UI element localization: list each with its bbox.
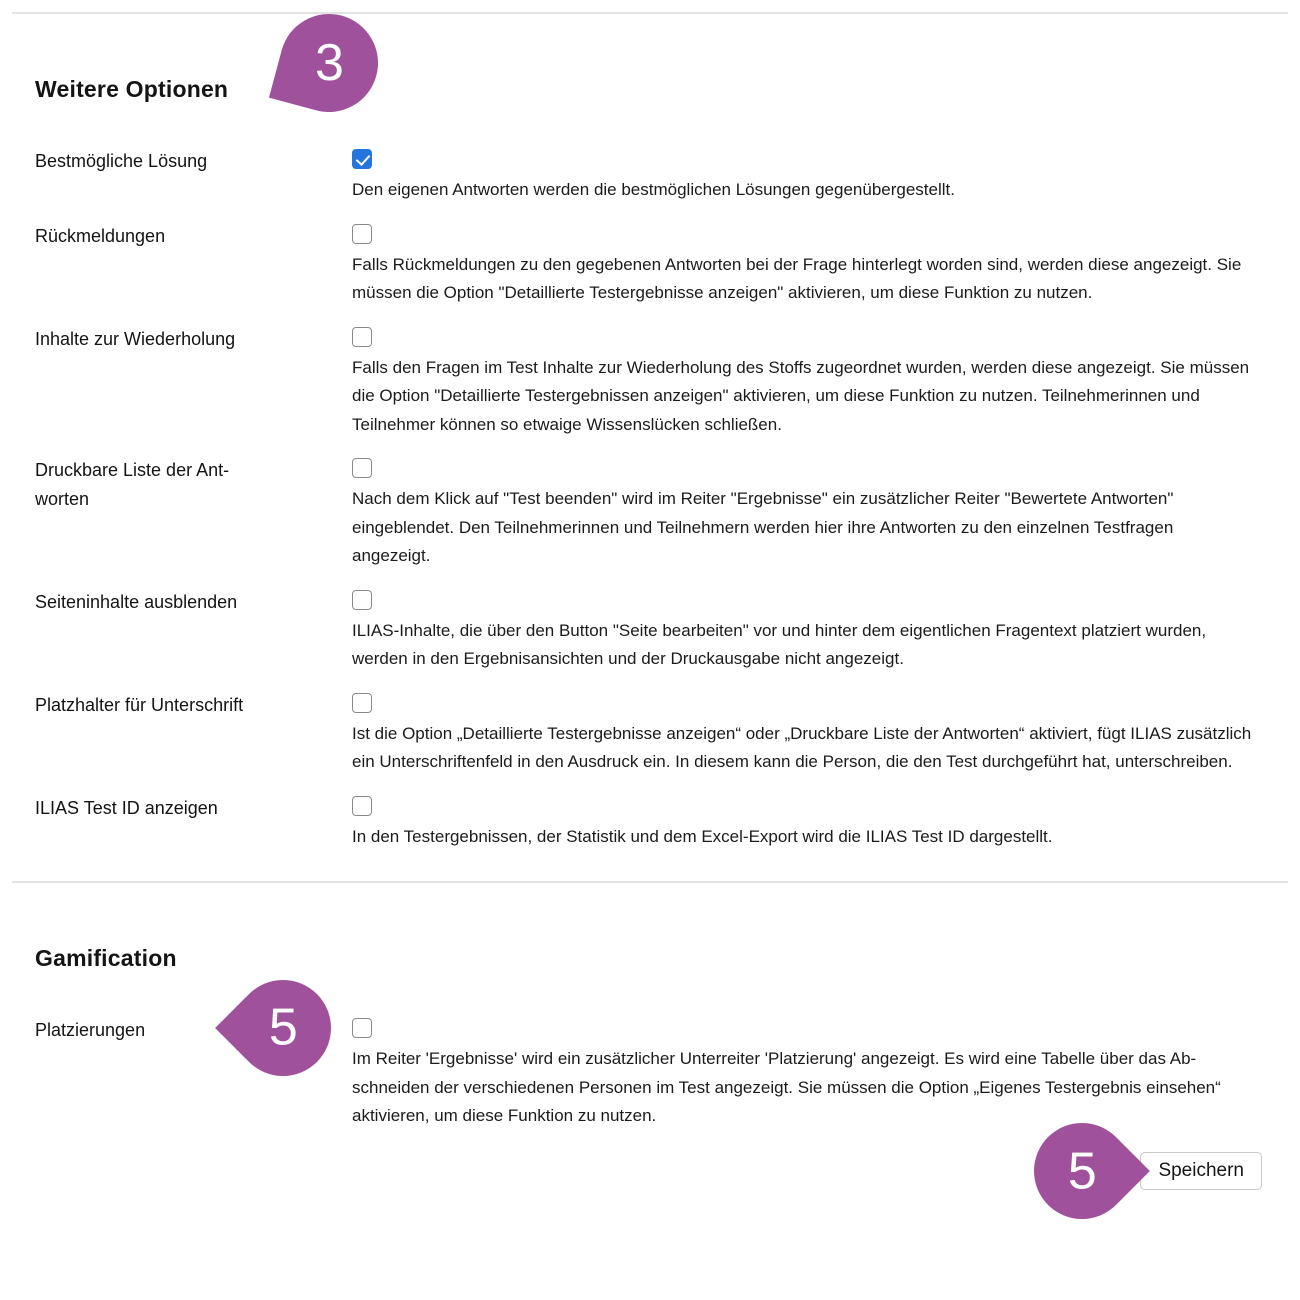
section-title-weitere-optionen: Weitere Optionen: [35, 76, 229, 102]
checkbox-rueckmeldungen[interactable]: [352, 224, 372, 244]
field-row-platzierungen: [35, 999, 1262, 1131]
checkbox-seiteninhalte-ausblenden[interactable]: [352, 590, 372, 610]
checkbox-bestmoegliche-loesung[interactable]: [352, 149, 372, 169]
save-row: [35, 1141, 1262, 1200]
field-label: Rückmeldungen: [35, 225, 166, 246]
checkbox-platzhalter-unterschrift[interactable]: [352, 693, 372, 713]
field-row-bestmoegliche-loesung: [35, 147, 1262, 205]
field-label: Platzierungen: [35, 1020, 146, 1040]
field-description: Falls Rückmeldungen zu den gegebenen Antworten bei der Frage hinterlegt worden sind, werden diese angezeigt. Sie müssen die Option "Detaillierte Testergebnisse anzeigen" aktivieren, um diese Funktion zu nutzen.: [352, 254, 1242, 302]
field-label: Druckbare Liste der Antworten: [35, 460, 230, 509]
field-description: ILIAS-Inhalte, die über den Button "Seite bearbeiten" vor und hinter dem eigentlichen Fragentext platziert wurden, werden in den Ergebnisansichten und der Druckausgabe nicht angezeigt.: [352, 620, 1207, 668]
checkbox-druckbare-liste[interactable]: [352, 458, 372, 478]
section-title-gamification: Gamification: [35, 945, 177, 971]
save-button[interactable]: Speichern: [1140, 1152, 1262, 1190]
field-row-ilias-test-id: [35, 794, 1262, 852]
field-label: ILIAS Test ID anzeigen: [35, 797, 218, 818]
field-description: Im Reiter 'Ergebnisse' wird ein zusätzlicher Unterreiter 'Platzierung' angezeigt. Es wird eine Tabelle über das Abschneiden der verschiedenen Personen im Test angezeigt. Sie müssen die Option „Eigenes Testergebnis einsehen“ aktivieren, um diese Funktion zu nutzen.: [352, 1049, 1221, 1125]
annotation-number: 5: [1067, 1141, 1097, 1200]
annotation-marker-3: [269, 3, 389, 123]
field-label: Inhalte zur Wiederholung: [35, 328, 236, 349]
field-description: Falls den Fragen im Test Inhalte zur Wiederholung des Stoffs zugeordnet wurden, werden diese angezeigt. Sie müssen die Option "Detaillierte Testergebnissen anzeigen" aktivieren, um diese Funktion zu nutzen. Teilnehmerinnen und Teilnehmer können so etwaige Wissenslücken schließen.: [352, 357, 1250, 434]
section-divider: [12, 881, 1288, 883]
field-label: Seiteninhalte ausblenden: [35, 591, 238, 612]
field-description: Den eigenen Antworten werden die bestmöglichen Lösungen gegenübergestellt.: [352, 180, 955, 199]
section-divider: [12, 12, 1288, 14]
checkbox-inhalte-zur-wiederholung[interactable]: [352, 327, 372, 347]
field-row-platzhalter-unterschrift: [35, 691, 1262, 777]
checkbox-platzierungen[interactable]: [352, 1018, 372, 1038]
field-row-rueckmeldungen: [35, 222, 1262, 308]
field-row-druckbare-liste: [35, 456, 1262, 571]
field-label: Platzhalter für Unterschrift: [35, 694, 244, 715]
field-row-inhalte-zur-wiederholung: [35, 325, 1262, 440]
annotation-number: 3: [314, 33, 344, 92]
field-description: Ist die Option „Detaillierte Testergebnisse anzeigen“ oder „Druckbare Liste der Antworten“ aktiviert, fügt ILIAS zusätzlich ein Unterschriftenfeld in den Ausdruck ein. In diesem kann die Person, die den Test durchgeführt hat, unterschreiben.: [352, 723, 1252, 771]
field-description: In den Testergebnissen, der Statistik und dem Excel-Export wird die ILIAS Test ID dargestellt.: [352, 826, 1053, 846]
field-description: Nach dem Klick auf "Test beenden" wird im Reiter "Ergebnisse" ein zusätzlicher Reiter "Bewertete Antworten" eingeblendet. Den Teilnehmerinnen und Teilnehmern werden hier ihre Antworten zu den einzelnen Testfragen angezeigt.: [352, 489, 1174, 565]
field-label: Bestmögliche Lösung: [35, 151, 208, 171]
checkbox-ilias-test-id[interactable]: [352, 796, 372, 816]
annotation-number: 5: [268, 999, 298, 1058]
annotation-marker-5-platzierungen: [215, 960, 351, 1096]
field-row-seiteninhalte-ausblenden: [35, 588, 1262, 674]
